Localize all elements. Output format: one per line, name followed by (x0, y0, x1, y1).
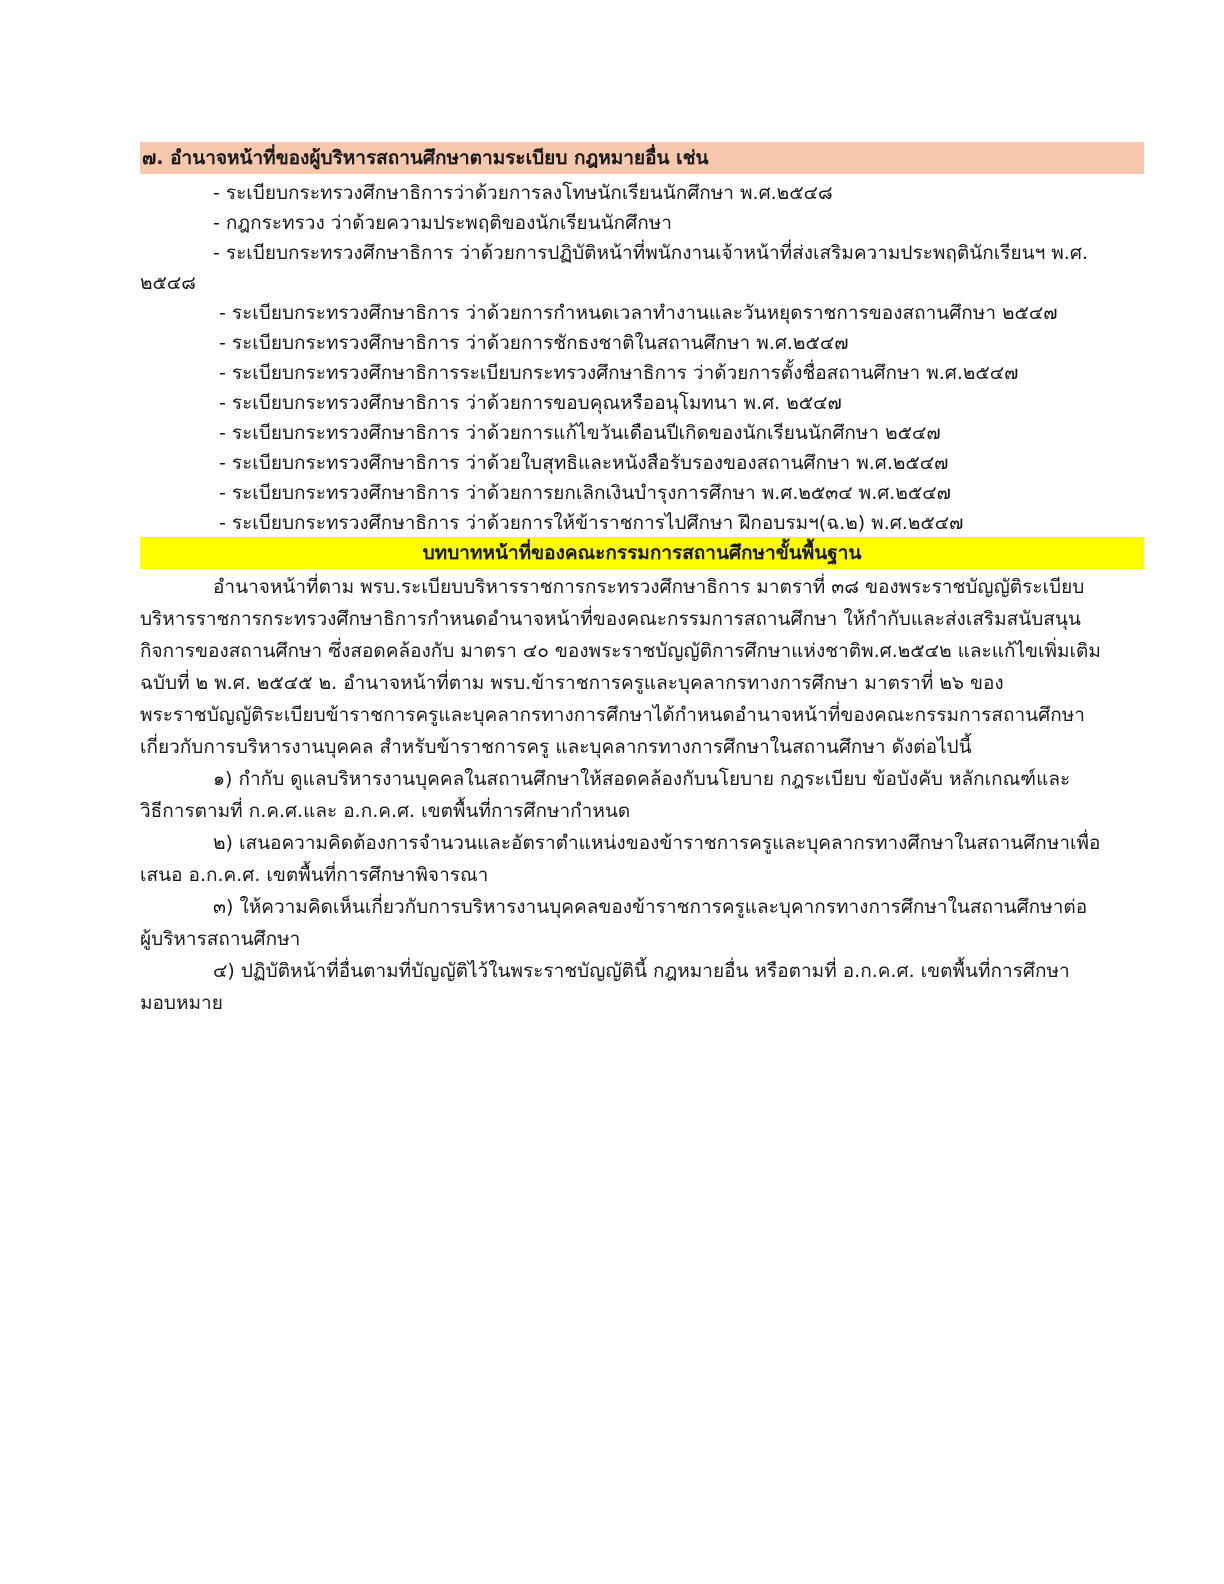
board-duty-line: ผู้บริหารสถานศึกษา (140, 928, 301, 950)
board-duty-line: เสนอ อ.ก.ค.ศ. เขตพื้นที่การศึกษาพิจารณา (140, 864, 489, 886)
regulation-item: - ระเบียบกระทรวงศึกษาธิการ ว่าด้วยการขอบคุณหรืออนุโมทนา พ.ศ. ๒๕๔๗ (219, 392, 842, 414)
section-7-heading: ๗. อำนาจหน้าที่ของผู้บริหารสถานศึกษาตามระเบียบ กฎหมายอื่น เช่น (140, 142, 1144, 174)
regulation-item: - ระเบียบกระทรวงศึกษาธิการ ว่าด้วยการยกเลิกเงินบำรุงการศึกษา พ.ศ.๒๕๓๔ พ.ศ.๒๕๔๗ (219, 482, 951, 504)
board-duty-line: ๔) ปฏิบัติหน้าที่อื่นตามที่บัญญัติไว้ในพระราชบัญญัตินี้ กฎหมายอื่น หรือตามที่ อ.ก.ค.ศ. เขตพื้นที่การศึกษา (213, 960, 1070, 982)
regulation-item: - ระเบียบกระทรวงศึกษาธิการ ว่าด้วยการให้ข้าราชการไปศึกษา ฝึกอบรมฯ(ฉ.๒) พ.ศ.๒๕๔๗ (219, 512, 964, 534)
regulation-item: - ระเบียบกระทรวงศึกษาธิการว่าด้วยการลงโทษนักเรียนนักศึกษา พ.ศ.๒๕๔๘ (213, 182, 833, 204)
regulation-item: - ระเบียบกระทรวงศึกษาธิการระเบียบกระทรวงศึกษาธิการ ว่าด้วยการตั้งชื่อสถานศึกษา พ.ศ.๒๕๔๗ (219, 362, 1019, 384)
regulation-item: - กฎกระทรวง ว่าด้วยความประพฤติของนักเรียนนักศึกษา (213, 212, 672, 234)
regulation-item: - ระเบียบกระทรวงศึกษาธิการ ว่าด้วยการปฏิบัติหน้าที่พนักงานเจ้าหน้าที่ส่งเสริมความประพฤตินักเรียนฯ พ.ศ. (213, 242, 1088, 264)
board-duty-line: ๑) กำกับ ดูแลบริหารงานบุคคลในสถานศึกษาให้สอดคล้องกับนโยบาย กฎระเบียบ ข้อบังคับ หลักเกณฑ์และ (213, 768, 1071, 790)
regulation-item: - ระเบียบกระทรวงศึกษาธิการ ว่าด้วยการแก้ไขวันเดือนปีเกิดของนักเรียนนักศึกษา ๒๕๔๗ (219, 422, 941, 444)
board-duty-line: ๓) ให้ความคิดเห็นเกี่ยวกับการบริหารงานบุคคลของข้าราชการครูและบุคากรทางการศึกษาในสถานศึกษาต่อ (213, 896, 1088, 918)
regulation-item: - ระเบียบกระทรวงศึกษาธิการ ว่าด้วยการชักธงชาติในสถานศึกษา พ.ศ.๒๕๔๗ (219, 332, 849, 354)
board-duty-line: ๒) เสนอความคิดต้องการจำนวนและอัตราตำแหน่งของข้าราชการครูและบุคลากรทางศึกษาในสถานศึกษาเพื่อ (213, 832, 1101, 854)
board-paragraph-line: บริหารราชการกระทรวงศึกษาธิการกำหนดอำนาจหน้าที่ของคณะกรรมการสถานศึกษา ให้กำกับและส่งเสริมสนับสนุน (140, 608, 1081, 630)
board-paragraph-line: อำนาจหน้าที่ตาม พรบ.ระเบียบบริหารราชการกระทรวงศึกษาธิการ มาตราที่ ๓๘ ของพระราชบัญญัติระเบียบ (213, 576, 1085, 598)
board-duty-line: วิธีการตามที่ ก.ค.ศ.และ อ.ก.ค.ศ. เขตพื้นที่การศึกษากำหนด (140, 800, 631, 822)
board-paragraph-line: กิจการของสถานศึกษา ซึ่งสอดคล้องกับ มาตรา ๔๐ ของพระราชบัญญัติการศึกษาแห่งชาติพ.ศ.๒๕๔๒ และแก้ไขเพิ่มเติม (140, 640, 1101, 662)
board-role-heading: บทบาทหน้าที่ของคณะกรรมการสถานศึกษาขั้นพื้นฐาน (140, 537, 1144, 569)
regulation-item: - ระเบียบกระทรวงศึกษาธิการ ว่าด้วยการกำหนดเวลาทำงานและวันหยุดราชการของสถานศึกษา ๒๕๔๗ (219, 302, 1058, 324)
regulation-item-continuation: ๒๕๔๘ (140, 272, 196, 294)
board-paragraph-line: เกี่ยวกับการบริหารงานบุคคล สำหรับข้าราชการครู และบุคลากรทางการศึกษาในสถานศึกษา ดังต่อไปนี้ (140, 736, 972, 758)
board-paragraph-line: พระราชบัญญัติระเบียบข้าราชการครูและบุคลากรทางการศึกษาได้กำหนดอำนาจหน้าที่ของคณะกรรมการสถานศึกษา (140, 704, 1085, 726)
board-paragraph-line: ฉบับที่ ๒ พ.ศ. ๒๕๔๕ ๒. อำนาจหน้าที่ตาม พรบ.ข้าราชการครูและบุคลากรทางการศึกษา มาตราที่ ๒๖ ของ (140, 672, 1004, 694)
regulation-item: - ระเบียบกระทรวงศึกษาธิการ ว่าด้วยใบสุทธิและหนังสือรับรองของสถานศึกษา พ.ศ.๒๕๔๗ (219, 452, 949, 474)
board-duty-line: มอบหมาย (140, 992, 223, 1014)
